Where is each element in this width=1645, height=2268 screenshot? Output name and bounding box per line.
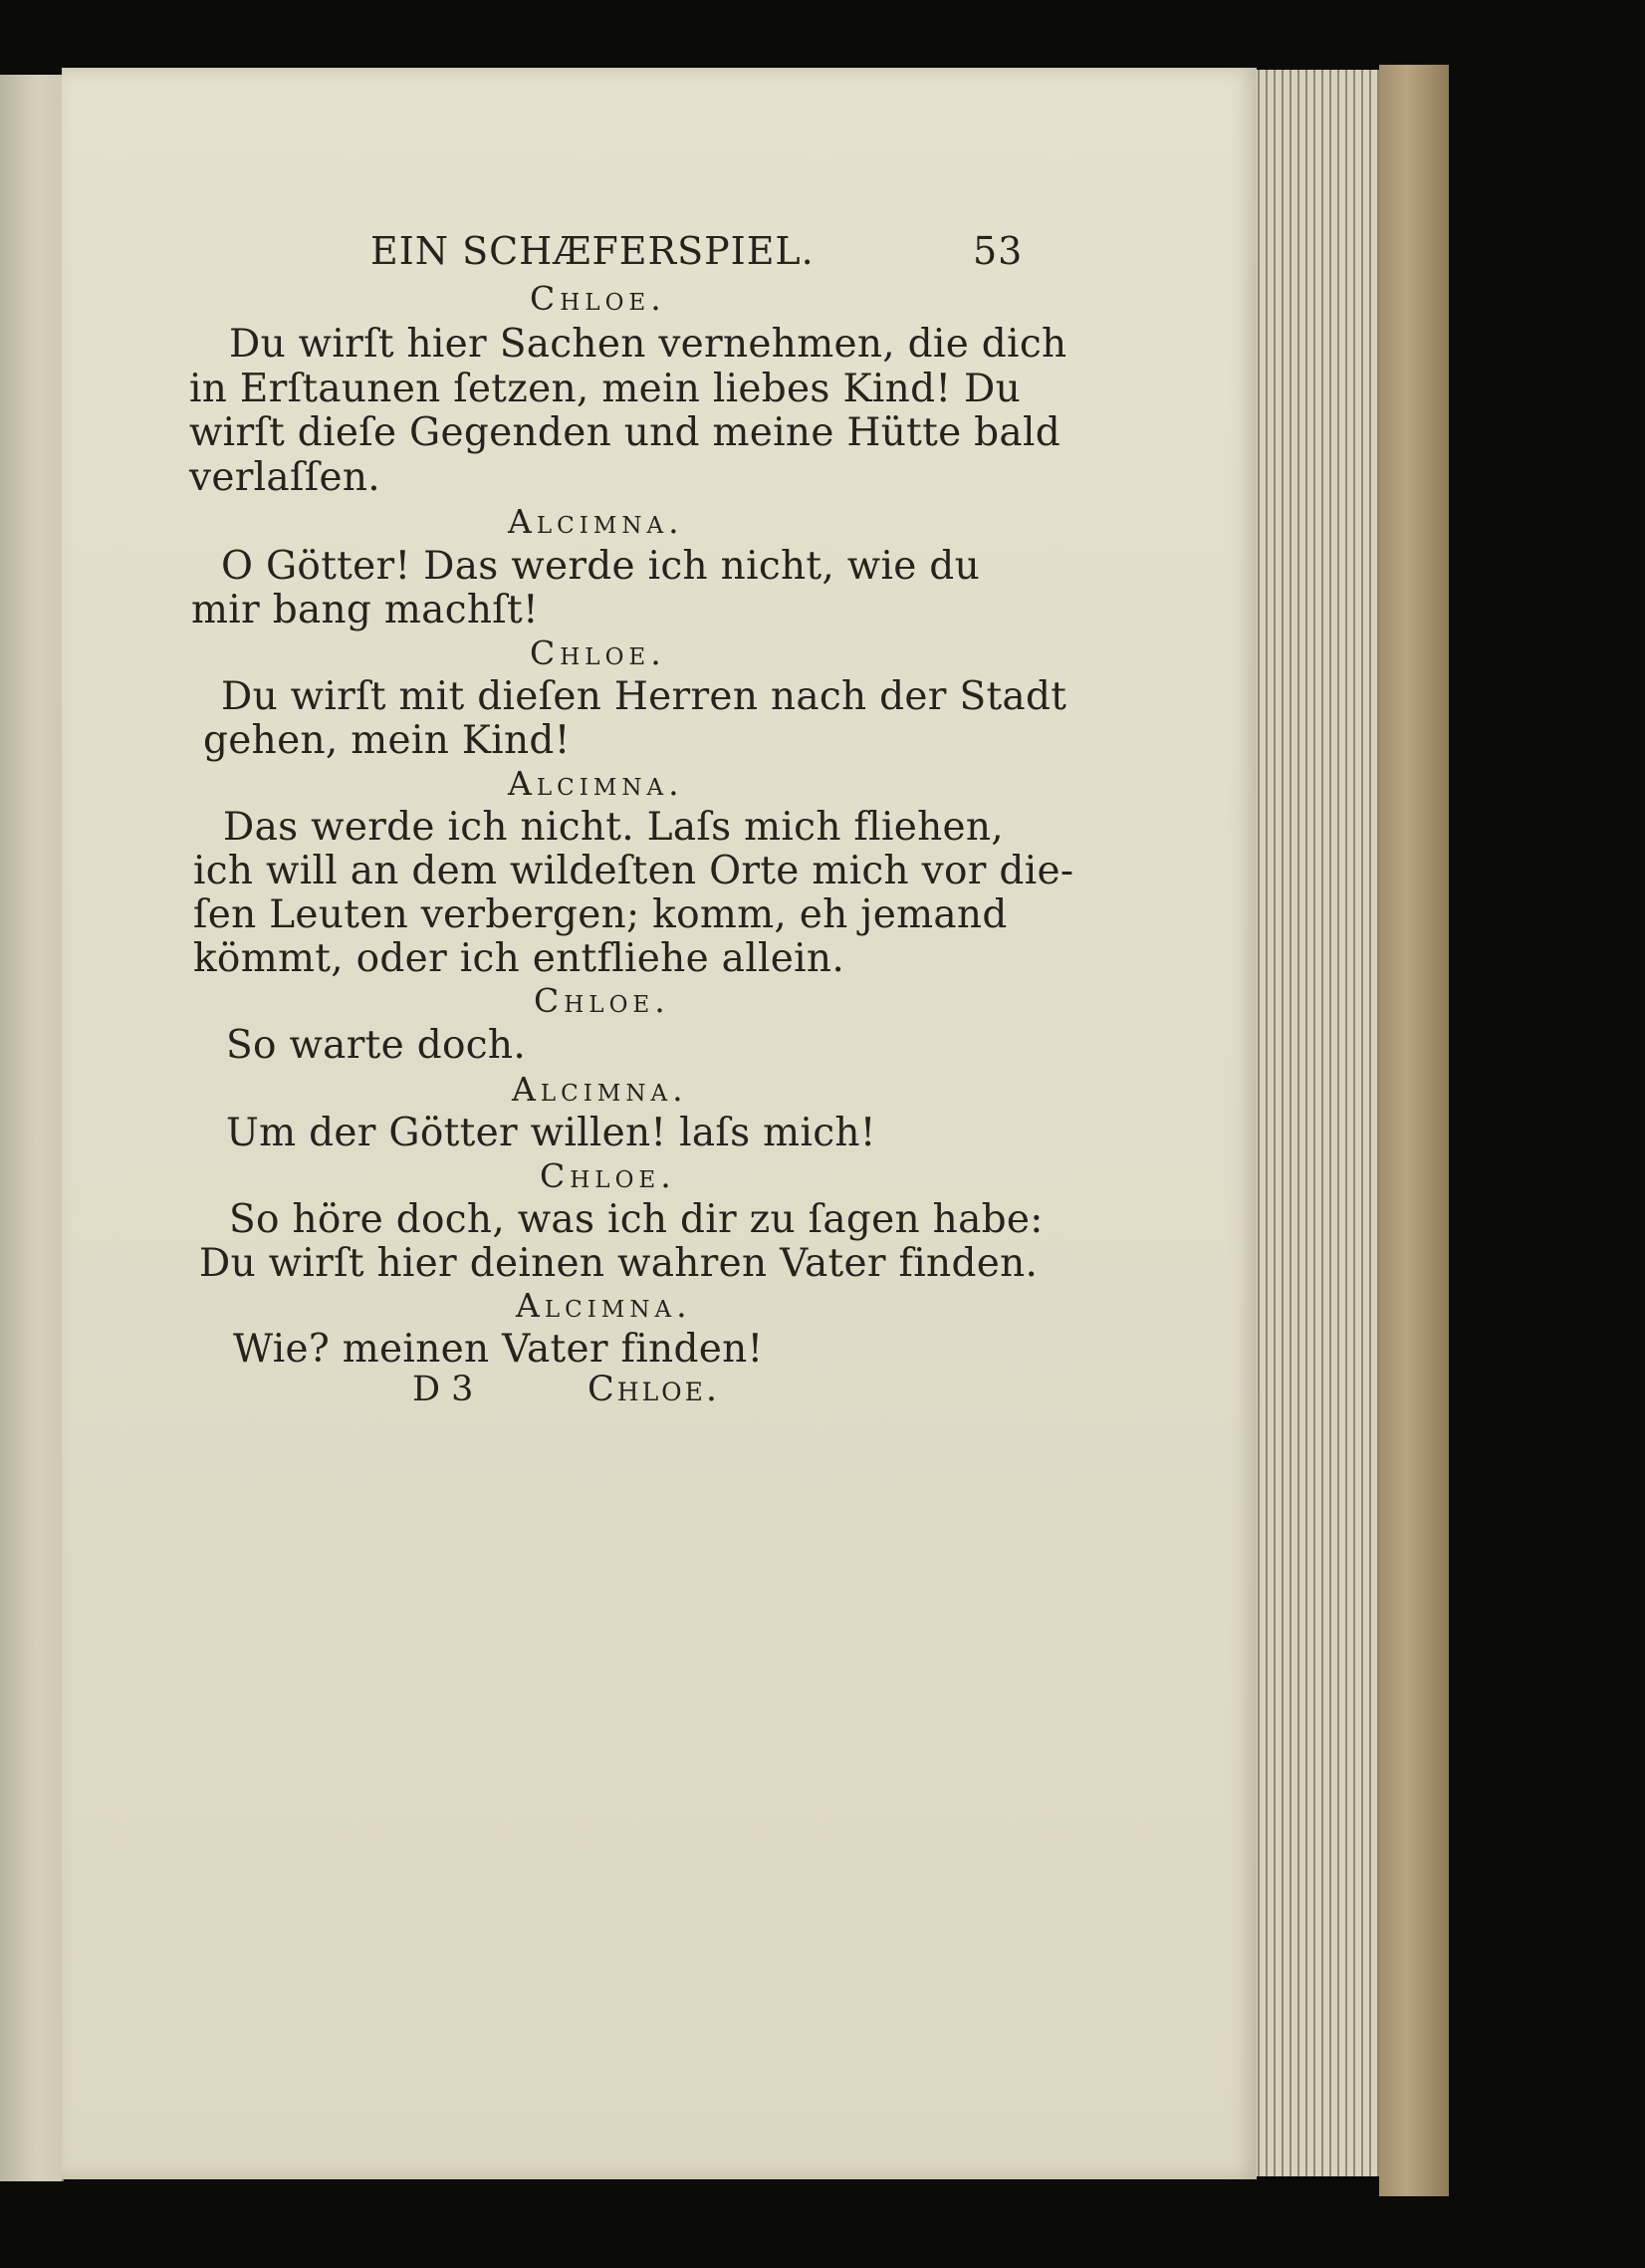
book-page [62,68,1257,2179]
text-line: ſen Leuten verbergen; komm, eh jemand [193,892,1008,937]
speaker-label: Alcimna. [508,764,684,803]
book-fore-edge [1379,65,1449,2196]
text-line: Du wirſt hier deinen wahren Vater finden. [199,1241,1039,1286]
text-line: gehen, mein Kind! [203,718,571,763]
speaker-label: Chloe. [534,981,670,1020]
running-head-title: EIN SCHÆFERSPIEL. [370,229,815,273]
signature-mark: D 3 [412,1370,474,1409]
text-line: wirſt dieſe Gegenden und meine Hütte bald [189,410,1061,455]
speaker-label: Chloe. [530,633,666,672]
text-line: So warte doch. [226,1023,527,1068]
text-line: Das werde ich nicht. Laſs mich fliehen, [223,805,1005,850]
page-block-edges [1250,70,1381,2176]
previous-page-edge [0,75,64,2181]
text-line: in Erſtaunen ſetzen, mein liebes Kind! Du [189,367,1021,411]
speaker-label: Alcimna. [508,502,684,541]
text-line: verlaſſen. [189,455,380,500]
speaker-label: Alcimna. [516,1286,692,1325]
text-line: So höre doch, was ich dir zu ſagen habe: [229,1197,1044,1242]
speaker-label: Chloe. [530,279,666,318]
page-number: 53 [973,229,1024,273]
text-line: O Götter! Das werde ich nicht, wie du [221,544,980,589]
text-line: ich will an dem wildeſten Orte mich vor die- [193,849,1074,893]
text-line: kömmt, oder ich entfliehe allein. [193,936,845,981]
speaker-label: Alcimna. [512,1070,688,1109]
text-line: Wie? meinen Vater finden! [233,1327,764,1372]
catchword: Chloe. [588,1370,721,1409]
text-line: Um der Götter willen! laſs mich! [226,1111,876,1155]
text-line: Du wirſt mit dieſen Herren nach der Stadt [221,674,1067,719]
text-line: Du wirſt hier Sachen vernehmen, die dich [229,322,1067,367]
speaker-label: Chloe. [540,1156,676,1195]
text-line: mir bang machſt! [191,588,539,632]
